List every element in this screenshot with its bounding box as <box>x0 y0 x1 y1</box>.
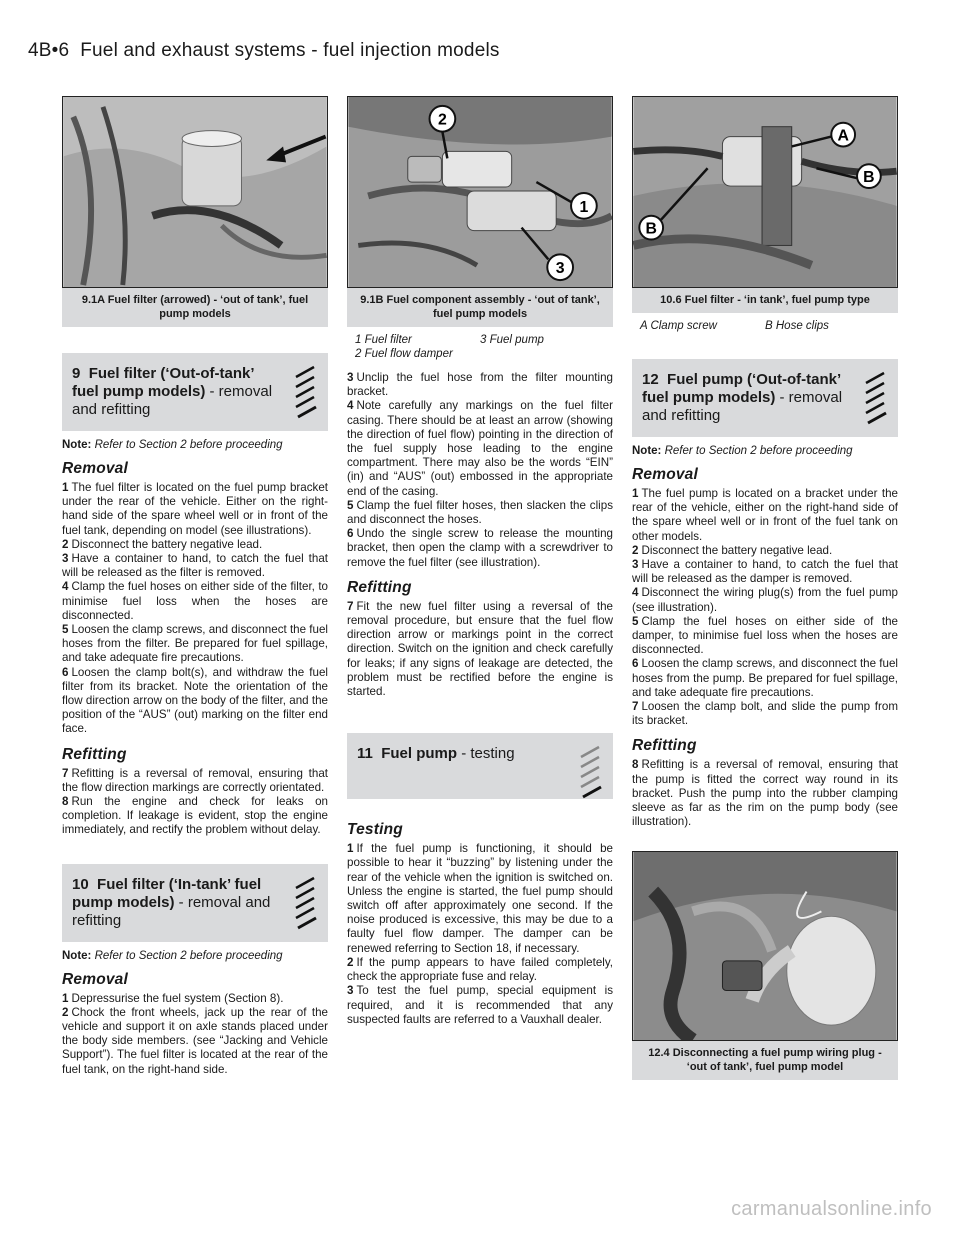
step: 3 Have a container to hand, to catch the fuel that will be released as the damper is removed. <box>632 558 898 586</box>
section-10-refitting-steps <box>347 600 613 699</box>
step: 1 Depressurise the fuel system (Section 8). <box>62 991 284 1005</box>
photo-9-1b <box>347 96 613 288</box>
section-9-heading <box>62 353 328 431</box>
step: 5 Clamp the fuel filter hoses, then slacken the clips and disconnect the hoses. <box>347 498 613 527</box>
section-9-refitting-heading: Refitting <box>62 745 127 763</box>
step: 2 Disconnect the battery negative lead. <box>62 537 263 551</box>
section-10-refitting-heading: Refitting <box>347 578 412 596</box>
step: 5 Loosen the clamp screws, and disconnect the fuel hoses from the filter. Be prepared for fuel spillage, and take adequate fire precautions. <box>62 623 328 665</box>
column-3 <box>632 96 898 1080</box>
section-subtitle: - testing <box>457 745 515 763</box>
page-code: 4B•6 <box>28 40 70 61</box>
section-9-removal-steps <box>62 481 328 737</box>
caption-10-6: 10.6 Fuel filter - ‘in tank’, fuel pump type <box>632 288 898 313</box>
step: 8 Refitting is a reversal of removal, ensuring that the pump is fitted the correct way round in its bracket. Push the pump into the rubber clamping sleeve as far as the rim on the pump body (see illustration). <box>632 758 898 829</box>
section-title: Fuel pump (‘Out-of-tank’ fuel pump models) <box>642 371 841 406</box>
section-12-refitting-heading: Refitting <box>632 737 697 755</box>
page-title: Fuel and exhaust systems - fuel injection models <box>80 40 500 61</box>
step: 4 Disconnect the wiring plug(s) from the fuel pump (see illustration). <box>632 586 898 614</box>
section-12-refitting-steps <box>632 758 898 829</box>
step: 6 Loosen the clamp screws, and disconnect the fuel hoses from the pump. Be prepared for fuel spillage, and take adequate fire precautions. <box>632 657 898 699</box>
section-11-heading <box>347 733 613 799</box>
section-9-note: Note: Refer to Section 2 before proceeding <box>62 439 283 451</box>
step: 1 The fuel pump is located on a bracket under the rear of the vehicle, either on the right-hand side of the spare wheel well or in front of the fuel tank on other models. <box>632 487 898 543</box>
section-9-refitting-steps <box>62 767 328 838</box>
column-1 <box>62 96 328 1077</box>
caption-9-1a: 9.1A Fuel filter (arrowed) - ‘out of tank’, fuel pump models <box>62 288 328 327</box>
section-12-note: Note: Refer to Section 2 before proceeding <box>632 445 853 457</box>
section-subtitle: - removal and refitting <box>642 389 843 424</box>
difficulty-spanner-icon <box>292 874 320 934</box>
section-title: Fuel filter (‘Out-of-tank’ fuel pump models) <box>72 365 254 400</box>
step: 3 Unclip the fuel hose from the filter mounting bracket. <box>347 371 613 399</box>
step: 4 Note carefully any markings on the fuel filter casing. There should be at least an arrow (showing the direction of fuel flow) pointing in the direction of the fuel supply hose leading to the engine compartment. There may also be the words “EIN” (in) and “AUS” (out) embossed in the appropriate end of the casing. <box>347 399 613 498</box>
step: 6 Loosen the clamp bolt(s), and withdraw the fuel filter from its bracket. Note the orientation of the flow direction arrow on the body of the filter, and the position of the “AUS” (out) marking on the filter end face. <box>62 665 328 736</box>
section-10-removal-steps-a <box>62 992 328 1077</box>
in-tank-fuel-filter-photo <box>633 97 897 287</box>
caption-12-4: 12.4 Disconnecting a fuel pump wiring plug - ‘out of tank’, fuel pump model <box>632 1041 898 1080</box>
section-number: 11 <box>357 745 373 763</box>
step: 4 Clamp the fuel hoses on either side of the filter, to minimise fuel loss when the hoses are disconnected. <box>62 580 328 622</box>
difficulty-spanner-icon <box>862 369 890 429</box>
step: 2 Disconnect the battery negative lead. <box>632 543 833 557</box>
section-12-heading <box>632 359 898 437</box>
step: 7 Fit the new fuel filter using a reversal of the removal procedure, but ensure that the fuel flow direction arrow or markings point in the correct direction. Switch on the ignition and check carefully for leaks; if any signs of leakage are detected, the problem must be rectified before the engine is started. <box>347 599 613 699</box>
section-10-removal-heading: Removal <box>62 970 129 988</box>
difficulty-spanner-icon <box>577 743 605 803</box>
step: 8 Run the engine and check for leaks on completion. If leakage is evident, stop the engine immediately, and rectify the problem without delay. <box>62 795 328 837</box>
step: 7 Refitting is a reversal of removal, ensuring that the flow direction markings are correctly orientated. <box>62 766 328 794</box>
section-title: Fuel filter (‘In-tank’ fuel pump models) <box>72 875 262 911</box>
section-11-testing-heading: Testing <box>347 821 403 839</box>
section-12-removal-steps <box>632 487 898 728</box>
difficulty-spanner-icon <box>292 363 320 423</box>
section-number: 9 <box>72 365 81 382</box>
step: 2 If the pump appears to have failed completely, check the appropriate fuse and relay. <box>347 955 613 984</box>
step: 3 Have a container to hand, to catch the fuel that will be released as the filter is removed. <box>62 552 328 580</box>
section-number: 10 <box>72 875 89 893</box>
label-B-right: B <box>863 169 875 187</box>
step: 6 Undo the single screw to release the mounting bracket, then open the clamp with a screwdriver to remove the fuel filter (see illustration). <box>347 527 613 569</box>
label-3: 3 <box>555 260 565 278</box>
step: 2 Chock the front wheels, jack up the rear of the vehicle and support it on axle stands placed under the body side members. (see “Jacking and Vehicle Support”). The fuel filter is located at the rear of the fuel tank, on the right-hand side. <box>62 1005 328 1076</box>
column-2 <box>347 96 613 1027</box>
step: 1 If the fuel pump is functioning, it should be possible to hear it “buzzing” by listening under the rear of the vehicle when the ignition is switched on. Unless the engine is started, the fuel pump should switch off after approximately one second. If the noise produced is excessive, this may be due to a faulty fuel flow damper. The damper can be renewed referring to Section 18, if necessary. <box>347 842 613 955</box>
step: 3 To test the fuel pump, special equipment is required, and it is recommended that any suspected faults are referred to a Vauxhall dealer. <box>347 984 613 1026</box>
section-10-removal-steps-b <box>347 371 613 570</box>
key-10-6: A Clamp screw B Hose clips <box>640 320 829 332</box>
label-A: A <box>837 127 849 145</box>
key-9-1b: 1 Fuel filter 3 Fuel pump 2 Fuel flow damper <box>355 334 544 360</box>
label-2: 2 <box>437 111 447 129</box>
caption-9-1b: 9.1B Fuel component assembly - ‘out of tank’, fuel pump models <box>347 288 613 327</box>
section-12-removal-heading: Removal <box>632 466 699 483</box>
photo-12-4 <box>632 851 898 1041</box>
section-subtitle: - removal and refitting <box>72 893 271 929</box>
section-subtitle: - removal and refitting <box>72 383 273 418</box>
section-10-heading <box>62 864 328 942</box>
fuel-pump-wiring-photo <box>633 852 897 1040</box>
label-B-left: B <box>645 220 657 238</box>
section-9-removal-heading: Removal <box>62 460 129 477</box>
step: 1 The fuel filter is located on the fuel pump bracket under the rear of the vehicle. Either on the right-hand side of the spare wheel well or in front of the fuel tank, depending on model (see illustrations). <box>62 481 328 537</box>
section-11-testing-steps <box>347 842 613 1027</box>
section-10-note: Note: Refer to Section 2 before proceeding <box>62 949 283 962</box>
watermark: carmanualsonline.info <box>731 1198 932 1220</box>
fuel-component-assembly-photo <box>348 97 612 287</box>
photo-9-1a <box>62 96 328 288</box>
section-number: 12 <box>642 371 659 388</box>
step: 5 Clamp the fuel hoses on either side of the damper, to minimise fuel loss when the hoses are disconnected. <box>632 614 898 657</box>
step: 7 Loosen the clamp bolt, and slide the pump from its bracket. <box>632 700 898 728</box>
section-title: Fuel pump <box>381 745 458 763</box>
fuel-filter-photo <box>63 97 327 287</box>
photo-10-6 <box>632 96 898 288</box>
page-header <box>28 40 932 62</box>
label-1: 1 <box>579 198 589 216</box>
